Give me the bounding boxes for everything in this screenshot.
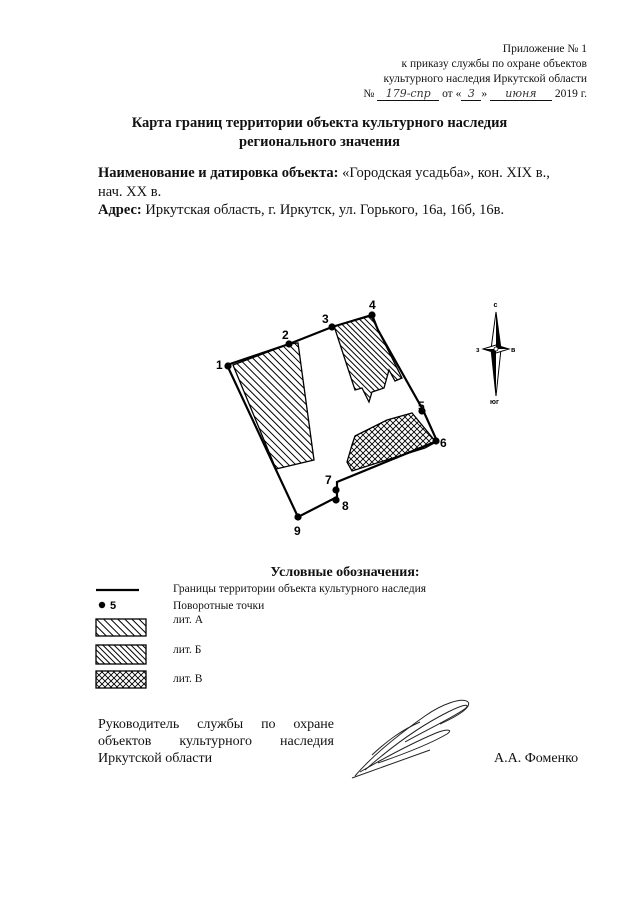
title-line-1: Карта границ территории объекта культурного наследия [131,115,508,131]
point-label-3: 3 [322,312,329,326]
legend-title: Условные обозначения: [270,565,420,580]
signatory-position [98,716,334,767]
compass-north-label: с [493,302,498,309]
compass-rose-icon [483,312,509,396]
order-day-value: 3 [467,87,475,100]
point-label-7: 7 [325,473,332,487]
address-value: Иркутская область, г. Иркутск, ул. Горького, 16а, 16б, 16в. [141,202,505,218]
point-label-4: 4 [369,298,376,312]
signatory-name: А.А. Фоменко [494,751,579,766]
legend-item-lit-v: лит. В [173,673,203,685]
legend-point-sample-label: 5 [110,600,117,612]
object-name-value: «Городская усадьба», кон. XIX в., [338,165,550,181]
legend-item-points: Поворотные точки [173,600,265,612]
building-lit-v [347,413,436,471]
signatory-line-1: Руководитель службы по охране [98,717,334,732]
legend-lit-v-sample [96,671,146,688]
appendix-line-3: культурного наследия Иркутской области [383,73,587,85]
handwritten-signature [352,700,469,778]
address-label: Адрес: [98,202,142,218]
point-label-1: 1 [216,358,223,372]
order-month-value: июня [505,87,537,100]
turning-point-8 [332,496,339,503]
building-lit-b [334,316,402,402]
legend-item-boundary: Границы территории объекта культурного наследия [173,583,427,595]
turning-point-6 [432,437,439,444]
turning-point-9 [294,513,301,520]
turning-point-3 [328,323,335,330]
compass-south-label: юг [490,399,499,406]
legend-item-lit-a: лит. А [173,614,204,626]
object-name-label: Наименование и датировка объекта: [98,165,339,181]
turning-point-1 [224,362,231,369]
signatory-line-3: Иркутской области [98,751,213,766]
order-date-quote: » [481,88,488,100]
point-label-8: 8 [342,499,349,513]
point-label-9: 9 [294,524,301,538]
order-date-label: от « [442,88,462,100]
point-label-6: 6 [440,436,447,450]
signatory-line-2: объектов культурного наследия [98,734,334,749]
legend-lit-a-sample [96,619,146,636]
turning-point-4 [368,311,375,318]
order-number-value: 179-спр [385,87,431,100]
legend-lit-b-sample [96,645,146,664]
legend-item-lit-b: лит. Б [173,644,202,656]
appendix-line-2: к приказу службы по охране объектов [401,58,587,70]
order-year: 2019 г. [554,88,587,100]
compass-west-label: з [476,347,480,354]
point-label-5: 5 [418,399,425,413]
object-dating-value: нач. XX в. [98,184,162,200]
appendix-line-1: Приложение № 1 [502,43,587,55]
turning-point-7 [332,486,339,493]
order-number-label: № [363,88,375,100]
point-label-2: 2 [282,328,289,342]
title-line-2: регионального значения [239,134,400,150]
legend-point-sample [99,602,105,608]
compass-east-label: в [511,347,516,354]
